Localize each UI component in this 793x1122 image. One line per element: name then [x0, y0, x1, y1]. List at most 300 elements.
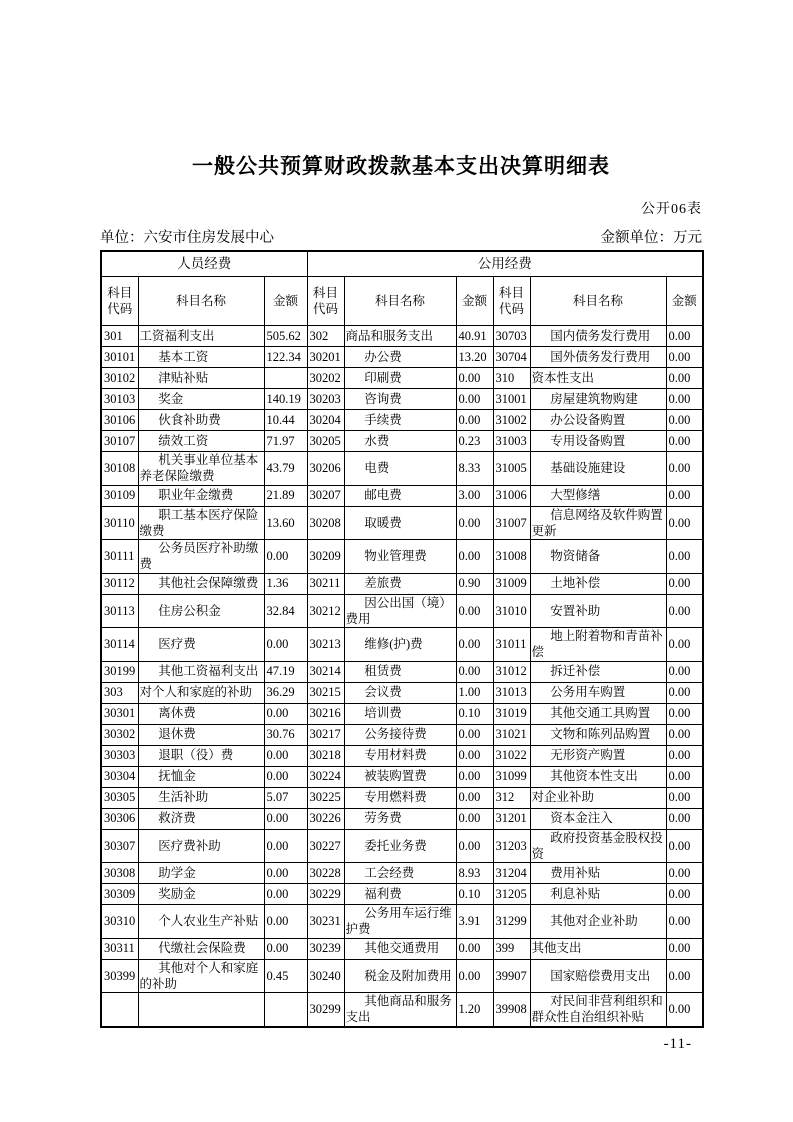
table-row	[101, 485, 703, 506]
subject-name-cell: 专用燃料费	[344, 787, 456, 808]
subject-code-cell: 30107	[101, 431, 138, 452]
meta-row	[100, 226, 702, 247]
table-row	[101, 959, 703, 993]
amount-cell: 3.91	[456, 905, 493, 939]
table-row	[101, 594, 703, 628]
subject-name-cell: 文物和陈列品购置	[530, 724, 666, 745]
subject-name-cell: 国内债务发行费用	[530, 326, 666, 347]
subject-name-cell: 职工基本医疗保险缴费	[138, 506, 264, 540]
table-row	[101, 682, 703, 703]
subject-name-cell: 信息网络及软件购置更新	[530, 506, 666, 540]
subject-name-cell: 专用设备购置	[530, 431, 666, 452]
amount-cell: 0.10	[456, 703, 493, 724]
amount-cell: 10.44	[264, 410, 307, 431]
subject-code-cell: 31201	[493, 808, 530, 829]
amount-cell: 0.00	[666, 594, 703, 628]
subject-code-cell: 31006	[493, 485, 530, 506]
subject-code-cell: 30114	[101, 628, 138, 662]
subject-code-cell: 31010	[493, 594, 530, 628]
subject-code-cell: 31008	[493, 540, 530, 574]
subject-name-cell: 资本性支出	[530, 368, 666, 389]
subject-name-cell: 印刷费	[344, 368, 456, 389]
group-header-public: 公用经费	[307, 251, 703, 277]
subject-name-cell: 抚恤金	[138, 766, 264, 787]
subject-name-cell: 地上附着物和青苗补偿	[530, 628, 666, 662]
subject-code-cell: 312	[493, 787, 530, 808]
subject-name-cell: 税金及附加费用	[344, 959, 456, 993]
document-content	[100, 150, 702, 1053]
amount-unit-label: 金额单位：万元	[600, 230, 702, 246]
subject-code-cell: 30112	[101, 573, 138, 594]
amount-cell: 0.00	[264, 745, 307, 766]
subject-code-cell: 31005	[493, 452, 530, 486]
amount-cell	[264, 993, 307, 1027]
subject-name-cell: 国家赔偿费用支出	[530, 959, 666, 993]
subject-code-cell: 302	[307, 326, 344, 347]
subject-name-cell: 维修(护)费	[344, 628, 456, 662]
subject-name-cell: 房屋建筑物购建	[530, 389, 666, 410]
amount-cell: 0.00	[264, 884, 307, 905]
subject-code-cell: 30218	[307, 745, 344, 766]
subject-name-cell: 被装购置费	[344, 766, 456, 787]
subject-code-cell: 30231	[307, 905, 344, 939]
subject-name-cell: 费用补贴	[530, 863, 666, 884]
subject-name-cell: 办公费	[344, 347, 456, 368]
amount-cell: 0.00	[666, 540, 703, 574]
table-row	[101, 863, 703, 884]
subject-name-cell: 机关事业单位基本养老保险缴费	[138, 452, 264, 486]
column-header-amount: 金额	[264, 277, 307, 326]
subject-code-cell: 30226	[307, 808, 344, 829]
subject-code-cell: 30227	[307, 829, 344, 863]
amount-cell: 13.60	[264, 506, 307, 540]
subject-name-cell: 离休费	[138, 703, 264, 724]
subject-name-cell: 办公设备购置	[530, 410, 666, 431]
subject-code-cell: 30229	[307, 884, 344, 905]
subject-name-cell: 电费	[344, 452, 456, 486]
column-header-code: 科目代码	[493, 277, 530, 326]
amount-cell: 0.00	[666, 431, 703, 452]
subject-code-cell: 31299	[493, 905, 530, 939]
amount-cell: 40.91	[456, 326, 493, 347]
subject-code-cell: 30307	[101, 829, 138, 863]
subject-name-cell: 租赁费	[344, 661, 456, 682]
amount-cell: 13.20	[456, 347, 493, 368]
subject-name-cell: 因公出国（境）费用	[344, 594, 456, 628]
subject-name-cell: 其他对企业补助	[530, 905, 666, 939]
subject-name-cell: 基本工资	[138, 347, 264, 368]
subject-name-cell: 其他商品和服务支出	[344, 993, 456, 1027]
amount-cell: 0.00	[666, 766, 703, 787]
group-header-personnel: 人员经费	[101, 251, 307, 277]
subject-code-cell: 301	[101, 326, 138, 347]
subject-code-cell: 310	[493, 368, 530, 389]
subject-code-cell: 31021	[493, 724, 530, 745]
subject-name-cell: 专用材料费	[344, 745, 456, 766]
subject-name-cell: 对企业补助	[530, 787, 666, 808]
subject-name-cell: 其他资本性支出	[530, 766, 666, 787]
amount-cell: 3.00	[456, 485, 493, 506]
subject-name-cell: 水费	[344, 431, 456, 452]
subject-code-cell: 31205	[493, 884, 530, 905]
subject-code-cell: 30703	[493, 326, 530, 347]
subject-code-cell: 30310	[101, 905, 138, 939]
table-head	[101, 251, 703, 326]
amount-cell: 0.00	[456, 389, 493, 410]
subject-name-cell: 安置补助	[530, 594, 666, 628]
subject-name-cell: 职业年金缴费	[138, 485, 264, 506]
table-row	[101, 347, 703, 368]
subject-name-cell: 资本金注入	[530, 808, 666, 829]
subject-name-cell: 物资储备	[530, 540, 666, 574]
subject-name-cell: 政府投资基金股权投资	[530, 829, 666, 863]
amount-cell: 0.00	[264, 766, 307, 787]
subject-code-cell: 30399	[101, 959, 138, 993]
amount-cell: 1.20	[456, 993, 493, 1027]
amount-cell: 21.89	[264, 485, 307, 506]
subject-code-cell: 30102	[101, 368, 138, 389]
subject-code-cell: 30199	[101, 661, 138, 682]
amount-cell: 0.00	[456, 745, 493, 766]
table-row	[101, 506, 703, 540]
subject-code-cell: 30201	[307, 347, 344, 368]
amount-cell: 140.19	[264, 389, 307, 410]
subject-code-cell: 31007	[493, 506, 530, 540]
subject-name-cell: 其他交通费用	[344, 938, 456, 959]
subject-code-cell: 31012	[493, 661, 530, 682]
column-header-amount: 金额	[666, 277, 703, 326]
subject-name-cell: 医疗费补助	[138, 829, 264, 863]
subject-code-cell: 30239	[307, 938, 344, 959]
subject-code-cell: 30304	[101, 766, 138, 787]
subject-code-cell: 30203	[307, 389, 344, 410]
column-header-code: 科目代码	[307, 277, 344, 326]
amount-cell: 0.00	[666, 787, 703, 808]
column-header-name: 科目名称	[138, 277, 264, 326]
subject-name-cell: 生活补助	[138, 787, 264, 808]
subject-code-cell: 31003	[493, 431, 530, 452]
subject-code-cell: 30213	[307, 628, 344, 662]
page-number: -11-	[663, 1035, 692, 1052]
subject-code-cell: 30214	[307, 661, 344, 682]
subject-name-cell: 其他社会保障缴费	[138, 573, 264, 594]
subject-code-cell: 30216	[307, 703, 344, 724]
amount-cell: 0.00	[666, 452, 703, 486]
column-header-code: 科目代码	[101, 277, 138, 326]
subject-code-cell: 30301	[101, 703, 138, 724]
table-row	[101, 905, 703, 939]
amount-cell: 0.00	[666, 661, 703, 682]
subject-code-cell: 31203	[493, 829, 530, 863]
group-header-row	[101, 251, 703, 277]
subject-name-cell: 土地补偿	[530, 573, 666, 594]
subject-code-cell: 30113	[101, 594, 138, 628]
table-row	[101, 808, 703, 829]
table-row	[101, 628, 703, 662]
subject-code-cell: 30225	[307, 787, 344, 808]
amount-cell: 5.07	[264, 787, 307, 808]
amount-cell: 0.00	[666, 703, 703, 724]
table-row	[101, 573, 703, 594]
subject-code-cell: 30211	[307, 573, 344, 594]
subject-code-cell: 30106	[101, 410, 138, 431]
subject-name-cell: 津贴补贴	[138, 368, 264, 389]
amount-cell: 0.00	[456, 724, 493, 745]
amount-cell: 0.00	[666, 628, 703, 662]
amount-cell: 0.00	[456, 540, 493, 574]
subject-code-cell: 30209	[307, 540, 344, 574]
subject-code-cell: 30108	[101, 452, 138, 486]
amount-cell: 0.00	[264, 829, 307, 863]
subject-name-cell: 国外债务发行费用	[530, 347, 666, 368]
subject-code-cell: 30208	[307, 506, 344, 540]
column-header-amount: 金额	[456, 277, 493, 326]
subject-code-cell: 31099	[493, 766, 530, 787]
subject-code-cell: 30299	[307, 993, 344, 1027]
subject-code-cell: 399	[493, 938, 530, 959]
table-row	[101, 703, 703, 724]
subject-name-cell: 培训费	[344, 703, 456, 724]
table-row	[101, 829, 703, 863]
subject-name-cell: 住房公积金	[138, 594, 264, 628]
amount-cell: 0.00	[666, 905, 703, 939]
amount-cell: 0.45	[264, 959, 307, 993]
subject-code-cell: 30111	[101, 540, 138, 574]
subject-name-cell: 奖励金	[138, 884, 264, 905]
subject-code-cell: 31019	[493, 703, 530, 724]
subject-code-cell: 30309	[101, 884, 138, 905]
amount-cell: 0.23	[456, 431, 493, 452]
subject-name-cell: 公务用车购置	[530, 682, 666, 703]
subject-code-cell: 30103	[101, 389, 138, 410]
amount-cell: 0.00	[666, 485, 703, 506]
subject-name-cell: 大型修缮	[530, 485, 666, 506]
table-row	[101, 661, 703, 682]
subject-name-cell: 退职（役）费	[138, 745, 264, 766]
amount-cell: 0.00	[264, 628, 307, 662]
amount-cell: 0.00	[264, 863, 307, 884]
amount-cell: 0.00	[264, 808, 307, 829]
subject-name-cell: 委托业务费	[344, 829, 456, 863]
amount-cell: 0.00	[666, 993, 703, 1027]
subject-name-cell: 工资福利支出	[138, 326, 264, 347]
subject-name-cell: 咨询费	[344, 389, 456, 410]
amount-cell: 0.10	[456, 884, 493, 905]
subject-code-cell: 30204	[307, 410, 344, 431]
subject-code-cell: 30202	[307, 368, 344, 389]
amount-cell	[264, 368, 307, 389]
subject-code-cell: 31204	[493, 863, 530, 884]
subject-code-cell: 39907	[493, 959, 530, 993]
amount-cell: 43.79	[264, 452, 307, 486]
amount-cell: 0.00	[666, 938, 703, 959]
amount-cell: 0.00	[666, 884, 703, 905]
subject-code-cell	[101, 993, 138, 1027]
subject-code-cell: 30217	[307, 724, 344, 745]
amount-cell: 0.00	[264, 703, 307, 724]
subject-name-cell: 邮电费	[344, 485, 456, 506]
subject-name-cell: 劳务费	[344, 808, 456, 829]
subject-name-cell: 无形资产购置	[530, 745, 666, 766]
column-header-name: 科目名称	[344, 277, 456, 326]
subject-name-cell: 差旅费	[344, 573, 456, 594]
subject-code-cell: 30228	[307, 863, 344, 884]
amount-cell: 0.00	[666, 573, 703, 594]
subject-code-cell: 39908	[493, 993, 530, 1027]
table-row	[101, 745, 703, 766]
subject-code-cell: 30101	[101, 347, 138, 368]
subject-code-cell: 30704	[493, 347, 530, 368]
subject-name-cell: 医疗费	[138, 628, 264, 662]
subject-code-cell: 30224	[307, 766, 344, 787]
table-row	[101, 389, 703, 410]
amount-cell: 0.00	[666, 959, 703, 993]
subject-code-cell: 30311	[101, 938, 138, 959]
amount-cell: 1.00	[456, 682, 493, 703]
subject-code-cell: 30305	[101, 787, 138, 808]
amount-cell: 0.00	[456, 787, 493, 808]
subject-name-cell	[138, 993, 264, 1027]
table-row	[101, 884, 703, 905]
subject-name-cell: 其他交通工具购置	[530, 703, 666, 724]
amount-cell: 0.00	[666, 745, 703, 766]
amount-cell: 0.00	[666, 829, 703, 863]
subject-code-cell: 30302	[101, 724, 138, 745]
subject-code-cell: 30109	[101, 485, 138, 506]
table-row	[101, 766, 703, 787]
table-row	[101, 431, 703, 452]
amount-cell: 0.00	[264, 540, 307, 574]
amount-cell: 0.00	[666, 863, 703, 884]
amount-cell: 0.00	[666, 389, 703, 410]
amount-cell: 0.00	[456, 766, 493, 787]
subject-code-cell: 303	[101, 682, 138, 703]
subject-code-cell: 30306	[101, 808, 138, 829]
subject-name-cell: 基础设施建设	[530, 452, 666, 486]
table-row	[101, 368, 703, 389]
column-header-row	[101, 277, 703, 326]
table-row	[101, 410, 703, 431]
subject-name-cell: 退休费	[138, 724, 264, 745]
amount-cell: 0.00	[666, 347, 703, 368]
amount-cell: 47.19	[264, 661, 307, 682]
subject-name-cell: 代缴社会保险费	[138, 938, 264, 959]
amount-cell: 0.00	[666, 326, 703, 347]
amount-cell: 0.00	[666, 368, 703, 389]
subject-name-cell: 物业管理费	[344, 540, 456, 574]
amount-cell: 0.00	[666, 808, 703, 829]
table-body	[101, 326, 703, 1027]
expenditure-table	[100, 250, 704, 1028]
amount-cell: 0.00	[666, 410, 703, 431]
table-row	[101, 938, 703, 959]
amount-cell: 0.00	[264, 938, 307, 959]
amount-cell: 30.76	[264, 724, 307, 745]
amount-cell: 0.00	[666, 506, 703, 540]
subject-code-cell: 31011	[493, 628, 530, 662]
subject-code-cell: 31022	[493, 745, 530, 766]
subject-code-cell: 30205	[307, 431, 344, 452]
amount-cell: 0.00	[456, 959, 493, 993]
subject-name-cell: 拆迁补偿	[530, 661, 666, 682]
subject-code-cell: 31002	[493, 410, 530, 431]
subject-name-cell: 福利费	[344, 884, 456, 905]
amount-cell: 0.00	[264, 905, 307, 939]
subject-code-cell: 30240	[307, 959, 344, 993]
amount-cell: 0.00	[456, 808, 493, 829]
subject-code-cell: 30206	[307, 452, 344, 486]
subject-name-cell: 公务用车运行维护费	[344, 905, 456, 939]
subject-name-cell: 其他工资福利支出	[138, 661, 264, 682]
table-row	[101, 787, 703, 808]
table-row	[101, 452, 703, 486]
subject-name-cell: 公务接待费	[344, 724, 456, 745]
table-row	[101, 326, 703, 347]
amount-cell: 71.97	[264, 431, 307, 452]
subject-name-cell: 利息补贴	[530, 884, 666, 905]
subject-code-cell: 30212	[307, 594, 344, 628]
subject-name-cell: 工会经费	[344, 863, 456, 884]
subject-name-cell: 公务员医疗补助缴费	[138, 540, 264, 574]
table-row	[101, 724, 703, 745]
subject-name-cell: 个人农业生产补贴	[138, 905, 264, 939]
subject-code-cell: 30215	[307, 682, 344, 703]
page-title: 一般公共预算财政拨款基本支出决算明细表	[192, 155, 610, 178]
subject-name-cell: 对个人和家庭的补助	[138, 682, 264, 703]
subject-code-cell: 31013	[493, 682, 530, 703]
subject-name-cell: 伙食补助费	[138, 410, 264, 431]
amount-cell: 505.62	[264, 326, 307, 347]
amount-cell: 0.00	[666, 724, 703, 745]
amount-cell: 0.00	[456, 368, 493, 389]
amount-cell: 1.36	[264, 573, 307, 594]
amount-cell: 36.29	[264, 682, 307, 703]
subject-name-cell: 商品和服务支出	[344, 326, 456, 347]
subject-name-cell: 对民间非营利组织和群众性自治组织补贴	[530, 993, 666, 1027]
subject-code-cell: 31001	[493, 389, 530, 410]
amount-cell: 8.93	[456, 863, 493, 884]
subject-name-cell: 救济费	[138, 808, 264, 829]
table-row	[101, 993, 703, 1027]
amount-cell: 0.00	[456, 410, 493, 431]
amount-cell: 0.00	[456, 829, 493, 863]
subject-code-cell: 30308	[101, 863, 138, 884]
table-number-label: 公开06表	[641, 202, 702, 217]
amount-cell: 0.90	[456, 573, 493, 594]
table-row	[101, 540, 703, 574]
subject-name-cell: 手续费	[344, 410, 456, 431]
amount-cell: 8.33	[456, 452, 493, 486]
amount-cell: 0.00	[456, 661, 493, 682]
subject-name-cell: 助学金	[138, 863, 264, 884]
unit-label: 单位：六安市住房发展中心	[100, 230, 274, 246]
subject-name-cell: 奖金	[138, 389, 264, 410]
amount-cell: 0.00	[456, 594, 493, 628]
subject-name-cell: 取暖费	[344, 506, 456, 540]
subject-code-cell: 30110	[101, 506, 138, 540]
amount-cell: 0.00	[456, 938, 493, 959]
subject-code-cell: 30303	[101, 745, 138, 766]
amount-cell: 0.00	[456, 628, 493, 662]
subject-name-cell: 会议费	[344, 682, 456, 703]
column-header-name: 科目名称	[530, 277, 666, 326]
subject-name-cell: 其他支出	[530, 938, 666, 959]
amount-cell: 122.34	[264, 347, 307, 368]
amount-cell: 32.84	[264, 594, 307, 628]
subject-code-cell: 31009	[493, 573, 530, 594]
subject-code-cell: 30207	[307, 485, 344, 506]
amount-cell: 0.00	[456, 506, 493, 540]
